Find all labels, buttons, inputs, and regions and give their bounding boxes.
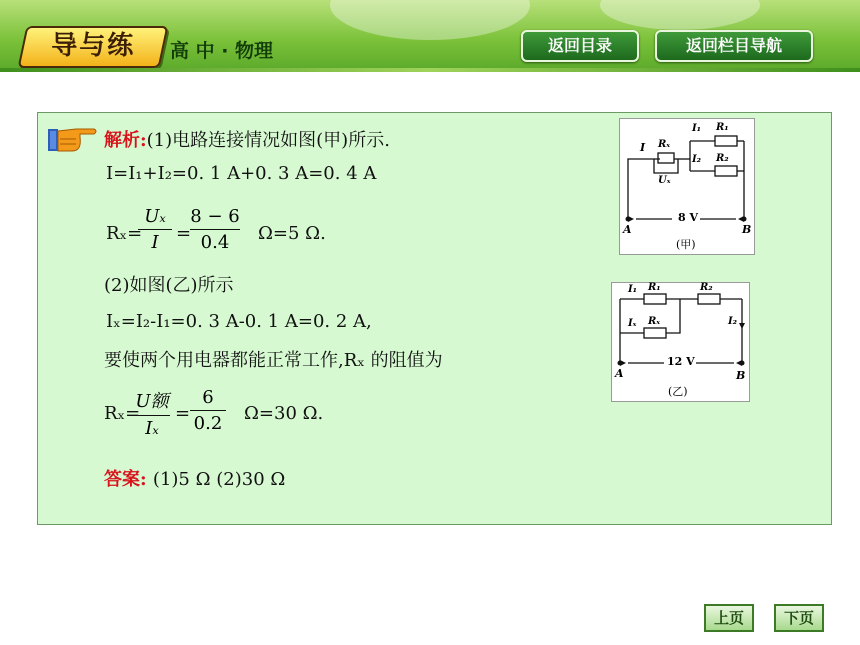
fraction-numerator: 6 xyxy=(202,387,214,408)
circuit-diagram-jia xyxy=(619,118,755,255)
back-to-column-nav-button[interactable]: 返回栏目导航 xyxy=(655,30,813,62)
rx-formula-1-result: Ω=5 Ω. xyxy=(258,223,326,244)
label-Ux: Uₓ xyxy=(658,175,671,186)
label-R1: R₁ xyxy=(716,122,729,133)
label-I1: I₁ xyxy=(628,284,638,295)
part-2-heading: (2)如图(乙)所示 xyxy=(104,275,234,296)
equals-sign: = xyxy=(175,403,191,424)
label-B: B xyxy=(736,369,746,382)
label-R1: R₁ xyxy=(648,282,661,293)
fraction-denominator: 0.4 xyxy=(200,232,230,253)
rx-formula-1-lhs: Rₓ= xyxy=(106,223,143,244)
label-voltage: 8 V xyxy=(678,211,699,224)
analysis-label: 解析 xyxy=(104,130,140,151)
rx-formula-2-lhs: Rₓ= xyxy=(104,403,141,424)
caption-jia: (甲) xyxy=(676,238,696,251)
rx-formula-1-value-fraction xyxy=(190,206,240,253)
answer-line: 答案: (1)5 Ω (2)30 Ω xyxy=(104,469,286,490)
brand-logo xyxy=(18,26,169,68)
fraction-bar xyxy=(190,229,240,230)
rx-formula-2-symbol-fraction xyxy=(134,387,170,439)
subject-title: 高 中 · 物理 xyxy=(170,40,274,62)
decorative-glow xyxy=(330,0,530,40)
label-R2: R₂ xyxy=(700,282,713,293)
back-to-contents-button[interactable]: 返回目录 xyxy=(521,30,639,62)
fraction-denominator: I xyxy=(151,232,159,253)
fraction-bar xyxy=(134,415,170,416)
requirement-text: 要使两个用电器都能正常工作,Rₓ 的阻值为 xyxy=(104,350,443,371)
equals-sign: = xyxy=(176,223,192,244)
label-Rx: Rₓ xyxy=(648,316,661,327)
label-R2: R₂ xyxy=(716,153,729,164)
next-page-button[interactable]: 下页 xyxy=(774,604,824,632)
fraction-numerator: 8 − 6 xyxy=(190,206,240,227)
label-Rx: Rₓ xyxy=(658,139,671,150)
label-I2: I₂ xyxy=(692,154,702,165)
label-I2: I₂ xyxy=(728,316,738,327)
label-I1: I₁ xyxy=(692,123,702,134)
label-Ix: Iₓ xyxy=(628,318,637,329)
fraction-denominator: Iₓ xyxy=(145,418,159,439)
label-B: B xyxy=(742,223,752,236)
header-banner xyxy=(0,0,860,72)
label-voltage: 12 V xyxy=(667,355,695,368)
fraction-bar xyxy=(138,229,172,230)
fraction-numerator: U额 xyxy=(135,391,169,412)
fraction-bar xyxy=(190,410,226,411)
analysis-text: (1)电路连接情况如图(甲)所示. xyxy=(146,130,390,151)
analysis-colon: : xyxy=(140,130,147,151)
label-A: A xyxy=(615,367,624,380)
current-difference-equation: Iₓ=I₂-I₁=0. 3 A-0. 1 A=0. 2 A, xyxy=(106,311,372,332)
current-sum-equation: I=I₁+I₂=0. 1 A+0. 3 A=0. 4 A xyxy=(106,163,377,184)
solution-panel xyxy=(37,112,832,525)
header-divider xyxy=(0,68,860,72)
fraction-numerator: Uₓ xyxy=(144,206,166,227)
fraction-denominator: 0.2 xyxy=(193,413,223,434)
answer-text: (1)5 Ω (2)30 Ω xyxy=(152,469,286,490)
rx-formula-2-result: Ω=30 Ω. xyxy=(244,403,324,424)
circuit-jia-wires xyxy=(620,119,754,254)
pointing-hand-icon xyxy=(46,121,98,155)
label-current-I: I xyxy=(640,141,646,154)
answer-label: 答案 xyxy=(104,469,140,490)
logo-text: 导与练 xyxy=(51,31,136,61)
analysis-line-1 xyxy=(104,126,390,152)
circuit-diagram-yi xyxy=(611,282,750,402)
caption-yi: (乙) xyxy=(668,385,688,398)
label-A: A xyxy=(623,223,632,236)
decorative-glow xyxy=(600,0,760,30)
prev-page-button[interactable]: 上页 xyxy=(704,604,754,632)
rx-formula-1-symbol-fraction xyxy=(138,206,172,253)
rx-formula-2-value-fraction xyxy=(190,387,226,434)
